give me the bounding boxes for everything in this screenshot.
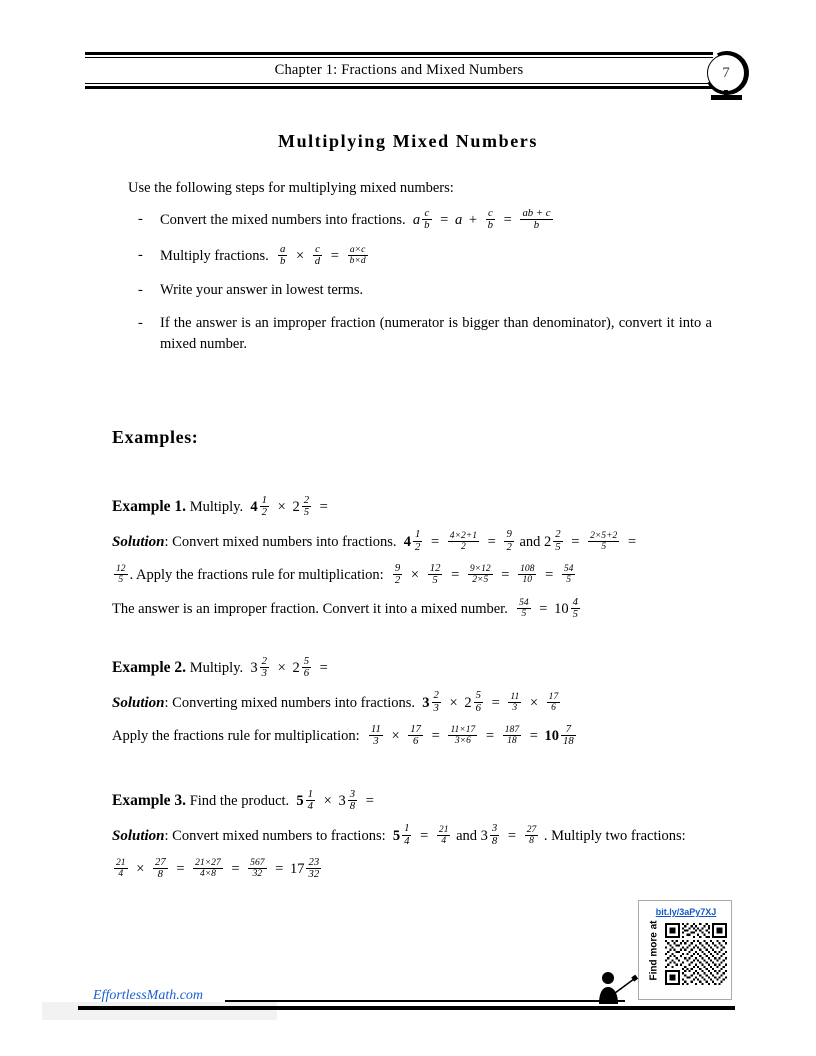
- globe-stand-base: [711, 95, 742, 100]
- example-3-math-1: 5 $\frac{1}{4}$ = $\frac{21}{4}$ and 3 $\frac{3}{8}$ = $\frac{27}{8}$: [392, 822, 537, 847]
- example-1-problem: [112, 492, 712, 522]
- example-2-problem: [112, 653, 712, 683]
- example-1-math-3: $\frac{54}{5}$ = 10 $\frac{4}{5}$: [519, 595, 578, 620]
- header-top-rule-thick: [85, 52, 713, 55]
- steps-section: [112, 178, 712, 367]
- list-item: [138, 242, 712, 269]
- example-2-solution-line-2: [112, 723, 712, 751]
- examples-heading: Examples:: [112, 427, 199, 447]
- qr-promo-box[interactable]: [638, 900, 732, 1000]
- example-2-math-2: $\frac{11}{3}$ × $\frac{17}{6}$ = $\frac{11\times 17}{3\times 6}$ = $\frac{187}{18}$ = 10 $\frac{7}{18}$: [370, 723, 574, 748]
- example-3-label: Example 3.: [112, 792, 187, 809]
- solution-intro: : Convert mixed numbers to fractions:: [164, 827, 386, 844]
- solution-label: Solution: [112, 827, 165, 844]
- bullet-dash: -: [138, 246, 143, 263]
- globe-page-number-badge: [699, 50, 759, 102]
- header-bottom-rule-thick: [85, 86, 713, 89]
- footer-site-link[interactable]: EffortlessMath.com: [93, 988, 204, 1003]
- step-label: Multiply fractions.: [160, 247, 269, 264]
- step-label: If the answer is an improper fraction (numerator is bigger than denominator), convert it into a mixed number.: [160, 315, 712, 353]
- bullet-dash: -: [138, 282, 143, 299]
- example-1-prompt: Multiply.: [189, 499, 244, 515]
- list-item: [138, 280, 712, 301]
- step-formula: $\frac{a}{b}$ × $\frac{c}{d}$ = $\frac{a\times c}{b\times d}$: [280, 242, 366, 267]
- example-1-label: Example 1.: [112, 498, 187, 515]
- qr-short-link[interactable]: bit.ly/3aPy7XJ: [655, 907, 717, 917]
- example-2: [112, 653, 712, 757]
- example-2-solution-line-1: [112, 689, 712, 718]
- example-3: [112, 786, 712, 890]
- example-3-solution-line-1: [112, 822, 712, 851]
- example-1-text-3: The answer is an improper fraction. Convert it into a mixed number.: [112, 600, 508, 617]
- footer-shadow: [42, 1002, 277, 1020]
- header-bottom-rules: [85, 83, 713, 89]
- example-1-math-1: 4 $\frac{1}{2}$ = $\frac{4\times 2+1}{2}$ = $\frac{9}{2}$ and 2 $\frac{2}{5}$ = $\frac{2\times 5+2}{5}$ =: [403, 528, 637, 553]
- example-2-prompt: Multiply.: [189, 660, 244, 676]
- example-1-expression: 4 $\frac{1}{2}$ × 2 $\frac{2}{5}$ =: [250, 493, 328, 519]
- page-header: [85, 52, 713, 89]
- example-1: [112, 492, 712, 629]
- list-item: [138, 313, 712, 355]
- example-1-solution-line-1: [112, 528, 712, 557]
- example-3-solution-line-2: [112, 856, 712, 884]
- example-1-text-2: . Apply the fractions rule for multiplication:: [129, 567, 384, 584]
- steps-list: [112, 209, 712, 355]
- chapter-title: Chapter 1: Fractions and Mixed Numbers: [274, 62, 524, 78]
- solution-intro: : Convert mixed numbers into fractions.: [164, 533, 397, 550]
- bullet-dash: -: [138, 315, 143, 332]
- step-label: Convert the mixed numbers into fractions.: [160, 212, 406, 229]
- page-number: 7: [722, 64, 730, 81]
- header-bottom-rule-thin: [85, 83, 713, 84]
- intro-text: Use the following steps for multiplying mixed numbers:: [128, 180, 454, 196]
- example-2-text-2: Apply the fractions rule for multiplication:: [112, 728, 360, 745]
- solution-label: Solution: [112, 533, 165, 550]
- example-3-prompt: Find the product.: [189, 793, 290, 809]
- example-2-expression: 3 $\frac{2}{3}$ × 2 $\frac{5}{6}$ =: [250, 654, 328, 680]
- solution-label: Solution: [112, 694, 165, 711]
- footer-rule-thin: [225, 1000, 625, 1002]
- example-3-problem: [112, 786, 712, 816]
- qr-code-icon[interactable]: [665, 923, 727, 985]
- example-2-label: Example 2.: [112, 659, 187, 676]
- example-1-math-2a: $\frac{12}{5}$: [116, 563, 126, 586]
- bullet-dash: -: [138, 211, 143, 228]
- example-3-expression: 5 $\frac{1}{4}$ × 3 $\frac{3}{8}$ =: [296, 787, 374, 813]
- example-1-solution-line-2: [112, 562, 712, 590]
- example-1-math-2b: $\frac{9}{2}$ × $\frac{12}{5}$ = $\frac{9\times 12}{2\times 5}$ = $\frac{108}{10}$ = $\frac{54}{5}$: [394, 562, 574, 587]
- page-title: Multiplying Mixed Numbers: [277, 131, 538, 151]
- solution-intro: : Converting mixed numbers into fractions.: [164, 694, 416, 711]
- list-item: [138, 209, 712, 233]
- qr-caption: Find more at: [648, 920, 660, 981]
- example-3-math-2: $\frac{21}{4}$ × $\frac{27}{8}$ = $\frac{21\times 27}{4\times 8}$ = $\frac{567}{32}$ = 17 $\frac{23}{32}$: [116, 856, 320, 881]
- step-content: [160, 242, 712, 269]
- step-content: [160, 209, 712, 233]
- step-formula: a $\frac{c}{b}$ = a + $\frac{c}{b}$ = $\frac{ab + c}{b}$: [409, 207, 551, 232]
- example-3-text-1-tail: . Multiply two fractions:: [543, 827, 686, 844]
- footer-rule-thick: [78, 1006, 735, 1010]
- step-label: Write your answer in lowest terms.: [160, 282, 364, 299]
- example-1-solution-line-3: [112, 596, 712, 624]
- example-2-math-1: 3 $\frac{2}{3}$ × 2 $\frac{5}{6}$ = $\frac{11}{3}$ × $\frac{17}{6}$: [422, 689, 559, 714]
